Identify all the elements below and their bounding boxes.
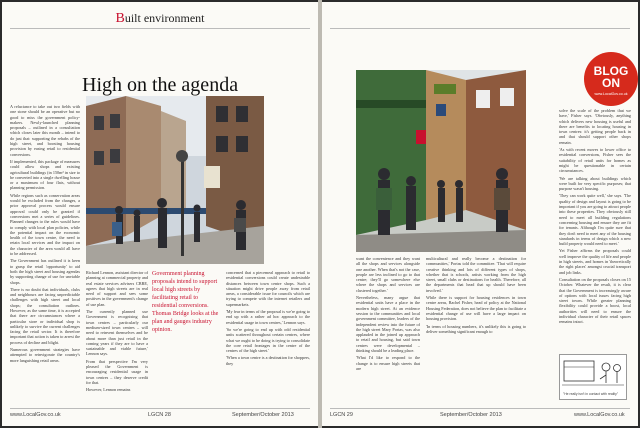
top-rule — [10, 28, 310, 29]
badge-line-2: ON — [602, 76, 620, 90]
cartoon-drawing — [560, 355, 626, 391]
folio-page-number: LGCN 28 — [148, 412, 171, 418]
bottom-rule — [10, 408, 310, 409]
right-page — [322, 2, 638, 426]
badge-url: www.LocalGov.co.uk — [594, 92, 628, 96]
article-column-1: A reluctance to take out two fields with one stone should be an operative but no good to miss the government policy-makers. Newly-launched planning proposals – outlined in a consultation which closes later this month – intend to do just that: supporting the rehabs of the high street, and boosting housing provision by easing retail to residential conversions. If implemented, this package of measures could allow shops and existing agricultural buildings (in 150m² in size to be converted into a single dwelling house or a maximum of four flats, without planning permission. While regions such as conservation areas would be excluded from the changes, a prior approval process would ensure approval could only be granted if conversions met a series of guidelines. Planned changes to the rules would have to comply with local plan policies, while the potential impact on the economic health of the town centre, the need to retain local services and the impact on the character of the area would all have to be addressed. The Government has outlined it is keen to grasp the retail 'opportunity' to aid both the high street and housing agendas by supporting change of use for unviable shops. There is no doubt that individuals, clubs and neighbours are facing unpredictable challenges with high street and local shops; the consultation outlines. However, as the same time, it is accepted that there are circumstances where a particular store or individual shop is unlikely to survive the current challenges facing the retail sector. It is therefore important that action is taken to arrest the process of decline and blight. Numerous government strategies have attempted to reinvigorate the country's more languishing retail areas. — [10, 104, 80, 363]
cartoon — [559, 354, 627, 400]
folio-url: www.LocalGov.co.uk — [10, 412, 61, 418]
high-street-photo — [356, 70, 526, 252]
bottom-rule — [330, 408, 630, 409]
badge-line-1: BLOG — [593, 64, 629, 78]
article-column-5: multicultural and really become a destination for communities,' Portas told the committee. 'That will require creative thinking and lots of different types of shops, whether that is schools, artists working from the high street, small clubs or destinations for health. Therefore, all the departments that head that up should have been involved.' While there is support for housing residences in town centre areas, Rachel Fisher, head of policy at the National Housing Federation, does not believe the plan to facilitate a residential change of use will have a large impact on housing provision. 'In terms of housing numbers, it's unlikely this is going to deliver something significant enough to — [426, 256, 526, 334]
blog-on-badge — [584, 52, 638, 106]
folio-url: www.LocalGov.co.uk — [574, 412, 625, 418]
folio-date: September/October 2013 — [440, 412, 502, 418]
section-initial: B — [115, 11, 125, 26]
folio-page-number: LGCN 29 — [330, 412, 353, 418]
article-column-6: solve the scale of the problem that we have,' Fisher says. 'Obviously, anything which delivers new housing is useful and there are benefits to locating housing in town centres: it's getting people back in and that should support other shops remain. 'As with recent moves to lower office to residential conversions, Fisher sees the suitability of retail units for homes as might be questionable in certain circumstances. 'We are talking about buildings which were built for very specific purposes; that purpose wasn't housing. 'They can work quite well,' she says. 'The quality of design and layout is going to be important if you are going to attract people into these properties. They obviously still need to meet all building regulations concerning housing and ensure they are fit for tenants. Although I'm quite sure that they don't need to meet any of the housing standards in terms of design which a new build property would need to meet.' Yet Fisher affirms the proposals could well improve the quality of life and people in high streets, and homes in 'theoretically the right places' amongst crucial transport and job links. Consultation on the proposals closes on 15 October. Whatever the result, it is clear that the Government is increasingly aware of options with local issues facing high street towns. While greater planning flexibility could provide a boost, local authorities will need to ensure the individual character of their retail spaces remains intact. — [559, 108, 631, 325]
section-title: uilt environment — [124, 11, 205, 25]
street-photo — [86, 96, 264, 264]
cartoon-caption: "He really isn't in contact with reality" — [563, 392, 619, 396]
folio-date: September/October 2013 — [232, 412, 294, 418]
article-column-3: concerned that a piecemeal approach to retail to residential conversions could create undesirable distances between town centre shops. Such a situation might drive people away from retail areas, a considerable issue for councils which are trying to compete with the internet retailers and supermarkets. 'My fear in terms of the proposal is we're going to end up with a rather ad hoc approach to the residential usage in town centres,' Lennon says. 'So we're going to end up with odd residential units scattered throughout certain centres, where what we ought to be doing is trying to consolidate the core retail frontages in the centre of the centres of the high street.' 'When a town centre is a destination for shoppers, they — [226, 270, 310, 366]
article-column-2: Richard Lennon, assistant director of planning at commercial property and real estate services advisers CBRE, agrees that high streets are in real need of support and sees some positives in the government's change of use plan. The currently planned use Government is recognising that town centres – particularly our medium-sized town centres – will need to reinvent themselves and be about more than just retail in the coming years if they are to have a sustainable and viable future,' Lennon says. From that perspective I'm very pleased the Government is encouraging residential usage in town centres – they deserve credit for that. However, Lennon remains — [86, 270, 148, 393]
top-rule — [330, 28, 630, 29]
left-page — [2, 2, 318, 426]
section-header — [2, 11, 318, 27]
pull-quote: Government planning proposals intend to support local high streets by facilitating retail to residential conversions. Thomas Bridge looks at the plan and gauges industry opinion. — [152, 271, 219, 333]
headline: High on the agenda — [82, 74, 239, 96]
article-column-4: want the convenience and they want all the shops and services alongside one another. When that's not the case, people are less inclined to go to that centre; they'll go somewhere else where the shops and services are clustered together.' Nevertheless, many argue that residential units have a place in the modern high street. At an evidence session to the communities and local government committee, leaders of the independent review into the future of the high street Mary Portas, was also applauded in the joined up approach to retail and housing, but said town centres were developmental – thinking should be a leading place. 'What I'd like to respond to the change is to ensure high streets that are — [356, 256, 420, 371]
